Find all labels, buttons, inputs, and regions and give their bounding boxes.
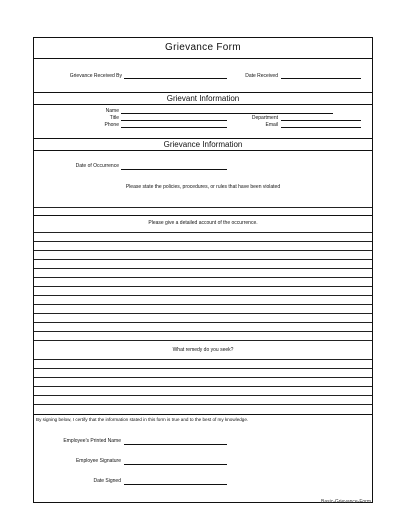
email-field[interactable] [281, 127, 361, 128]
divider [34, 215, 372, 216]
writing-line[interactable] [34, 207, 372, 208]
received-by-label: Grievance Received By [69, 73, 122, 79]
signature-label: Employee Signature [75, 458, 121, 464]
remedy-prompt: What remedy do you seek? [172, 347, 234, 353]
writing-line[interactable] [34, 250, 372, 251]
divider [34, 104, 372, 105]
writing-line[interactable] [34, 268, 372, 269]
name-label: Name [105, 108, 119, 114]
section-grievant-title: Grievant Information [166, 94, 240, 103]
date-received-field[interactable] [281, 78, 361, 79]
footer-text: Basic-Grievance-Form [320, 499, 371, 505]
writing-line[interactable] [34, 368, 372, 369]
title-label: Title [109, 115, 119, 121]
phone-field[interactable] [121, 127, 227, 128]
writing-line[interactable] [34, 313, 372, 314]
grievance-form [33, 37, 373, 503]
divider [34, 150, 372, 151]
writing-line[interactable] [34, 304, 372, 305]
date-occurrence-label: Date of Occurrence [75, 163, 119, 169]
writing-line[interactable] [34, 322, 372, 323]
policies-prompt: Please state the policies, procedures, or rules that have been violated [125, 184, 281, 190]
writing-line[interactable] [34, 377, 372, 378]
department-label: Department [251, 115, 278, 121]
writing-line[interactable] [34, 395, 372, 396]
email-label: Email [265, 122, 278, 128]
phone-label: Phone [104, 122, 119, 128]
date-signed-label: Date Signed [93, 478, 121, 484]
title-field[interactable] [121, 120, 227, 121]
writing-line[interactable] [34, 340, 372, 341]
page [14, 10, 393, 505]
date-signed-field[interactable] [124, 484, 227, 485]
writing-line[interactable] [34, 295, 372, 296]
writing-line[interactable] [34, 286, 372, 287]
section-grievance-title: Grievance Information [163, 140, 243, 149]
writing-line[interactable] [34, 259, 372, 260]
writing-line[interactable] [34, 386, 372, 387]
date-occurrence-field[interactable] [121, 169, 227, 170]
writing-line[interactable] [34, 331, 372, 332]
form-title: Grievance Form [34, 38, 372, 59]
department-field[interactable] [281, 120, 361, 121]
writing-line[interactable] [34, 359, 372, 360]
divider [34, 414, 372, 415]
signature-field[interactable] [124, 464, 227, 465]
account-prompt: Please give a detailed account of the occurrence. [148, 220, 258, 226]
certification-statement: By signing below, I certify that the information stated in this form is true and to the best of my knowledge. [36, 417, 249, 422]
writing-line[interactable] [34, 404, 372, 405]
name-field[interactable] [121, 113, 333, 114]
writing-line[interactable] [34, 232, 372, 233]
printed-name-label: Employee's Printed Name [63, 438, 121, 444]
date-received-label: Date Received [245, 73, 278, 79]
printed-name-field[interactable] [124, 444, 227, 445]
received-by-field[interactable] [124, 78, 227, 79]
writing-line[interactable] [34, 241, 372, 242]
writing-line[interactable] [34, 277, 372, 278]
